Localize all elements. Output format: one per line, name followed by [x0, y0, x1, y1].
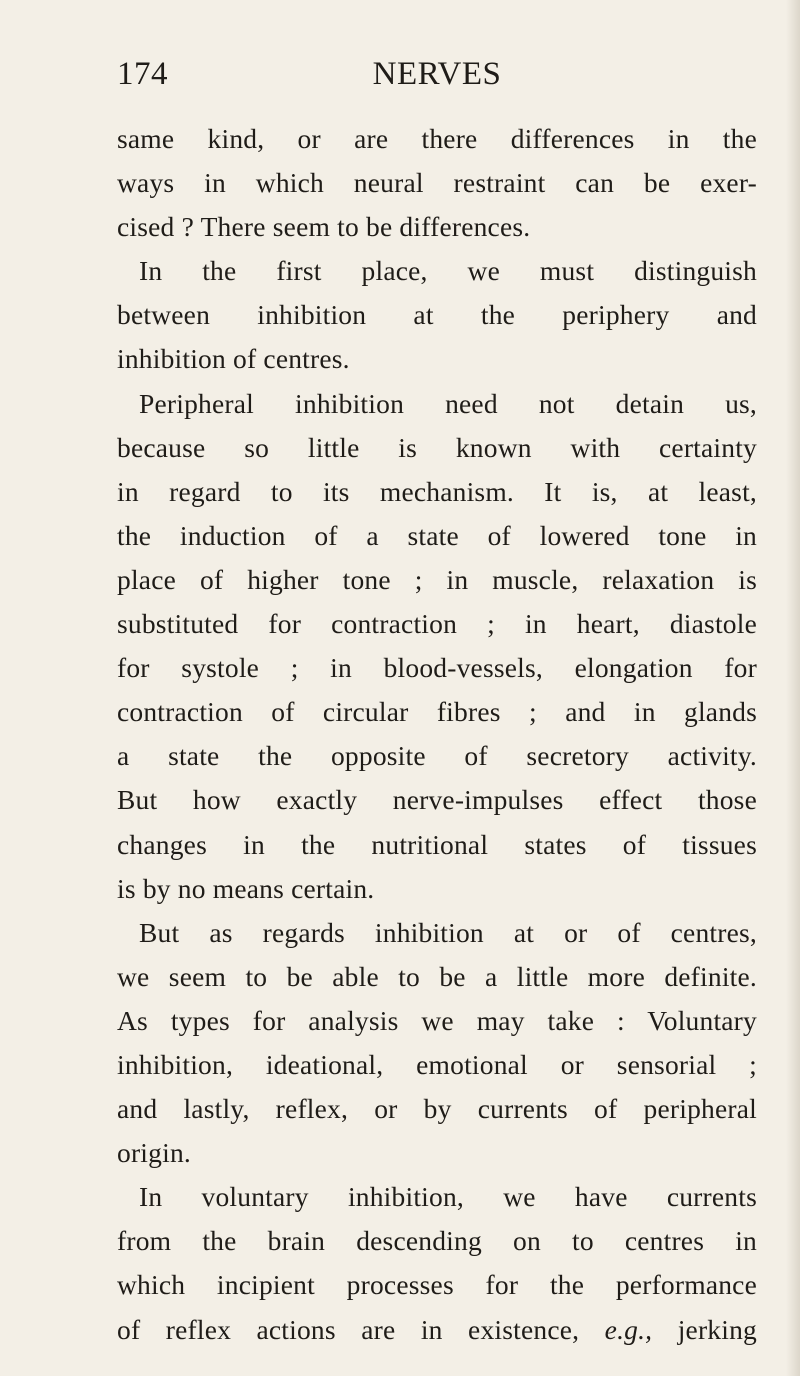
text-line: In the first place, we must distinguish	[139, 255, 757, 287]
text-line: a state the opposite of secretory activity.	[117, 740, 757, 772]
text-line: because so little is known with certainty	[117, 431, 757, 463]
body-text	[117, 117, 757, 1352]
text-line: changes in the nutritional states of tissues	[117, 828, 757, 860]
text-line-final	[117, 1308, 757, 1352]
text-line: which incipient processes for the performance	[117, 1269, 757, 1301]
text-line: But as regards inhibition at or of centres,	[139, 916, 757, 948]
text-line: cised ? There seem to be differences.	[117, 211, 531, 243]
text-line: from the brain descending on to centres in	[117, 1225, 757, 1257]
text-line: for systole ; in blood-vessels, elongation for	[117, 652, 757, 684]
running-head: NERVES	[372, 56, 502, 92]
text-line: As types for analysis we may take : Voluntary	[117, 1004, 757, 1036]
text-line: But how exactly nerve-impulses effect those	[117, 784, 757, 816]
text-line: ways in which neural restraint can be exer-	[117, 167, 757, 199]
abbreviation-eg: e.g.,	[604, 1313, 653, 1345]
text-line: origin.	[117, 1137, 191, 1169]
final-line-end: jerking	[677, 1313, 757, 1345]
page-number: 174	[117, 56, 168, 92]
text-line: same kind, or are there differences in the	[117, 123, 757, 154]
text-line: in regard to its mechanism. It is, at least,	[117, 475, 757, 507]
text-line: the induction of a state of lowered tone in	[117, 519, 757, 551]
text-line: between inhibition at the periphery and	[117, 299, 757, 331]
text-line: place of higher tone ; in muscle, relaxation is	[117, 563, 757, 595]
text-line: substituted for contraction ; in heart, diastole	[117, 608, 757, 640]
text-line: and lastly, reflex, or by currents of peripheral	[117, 1093, 757, 1125]
page-header	[117, 56, 757, 96]
final-line-start: of reflex actions are in existence,	[117, 1313, 580, 1345]
text-line: In voluntary inhibition, we have currents	[139, 1181, 757, 1213]
text-line: inhibition of centres.	[117, 343, 350, 375]
text-line: we seem to be able to be a little more definite.	[117, 960, 757, 992]
text-line: inhibition, ideational, emotional or sensorial ;	[117, 1048, 757, 1080]
text-line: Peripheral inhibition need not detain us,	[139, 387, 757, 419]
text-line: contraction of circular fibres ; and in glands	[117, 696, 757, 728]
page-edge-shadow	[786, 0, 800, 1376]
text-line: is by no means certain.	[117, 872, 375, 904]
